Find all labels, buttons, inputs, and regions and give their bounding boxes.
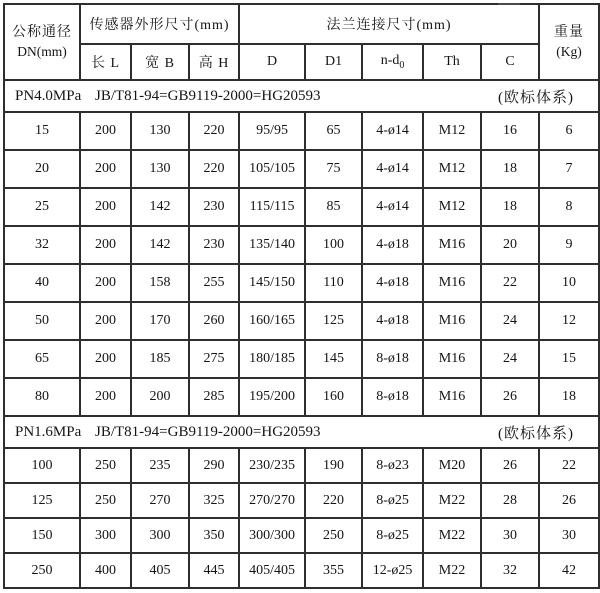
table-cell: 26 [481, 378, 539, 416]
table-row [4, 553, 599, 588]
table-cell: 30 [539, 518, 599, 553]
table-cell: 8-ø25 [362, 518, 423, 553]
section-header-row [4, 80, 599, 112]
pressure-rating-label: PN4.0MPa [15, 87, 82, 104]
table-cell: 22 [539, 448, 599, 483]
standard-reference-label: JB/T81-94=GB9119-2000=HG20593 [95, 87, 321, 104]
table-cell: 32 [481, 553, 539, 588]
table-cell: M20 [423, 448, 481, 483]
column-header-length: 长 L [80, 44, 131, 80]
table-cell: 200 [80, 188, 131, 226]
table-cell: 75 [305, 150, 362, 188]
table-row [4, 378, 599, 416]
table-cell: 24 [481, 340, 539, 378]
table-cell: 65 [4, 340, 80, 378]
column-header-dn [4, 4, 80, 80]
table-cell: M12 [423, 188, 481, 226]
table-cell: 40 [4, 264, 80, 302]
table-cell: 18 [481, 188, 539, 226]
column-header-d1: D1 [305, 44, 362, 80]
table-cell: 350 [189, 518, 239, 553]
cropped-text-artifact [498, 3, 520, 5]
table-cell: 185 [131, 340, 189, 378]
table-cell: 4-ø18 [362, 226, 423, 264]
table-cell: 190 [305, 448, 362, 483]
table-cell: 125 [4, 483, 80, 518]
table-cell: 85 [305, 188, 362, 226]
table-cell: 158 [131, 264, 189, 302]
column-header-th: Th [423, 44, 481, 80]
table-cell: M16 [423, 340, 481, 378]
table-cell: 80 [4, 378, 80, 416]
weight-unit: (Kg) [556, 44, 582, 59]
table-cell: 325 [189, 483, 239, 518]
table-cell: 28 [481, 483, 539, 518]
table-cell: 285 [189, 378, 239, 416]
table-cell: 150 [4, 518, 80, 553]
table-cell: M16 [423, 378, 481, 416]
table-cell: 100 [305, 226, 362, 264]
table-cell: 200 [80, 226, 131, 264]
table-row [4, 264, 599, 302]
table-row [4, 518, 599, 553]
table-cell: 26 [481, 448, 539, 483]
table-cell: M22 [423, 518, 481, 553]
table-cell: 4-ø14 [362, 188, 423, 226]
table-cell: 20 [481, 226, 539, 264]
table-cell: 200 [80, 378, 131, 416]
table-cell: 15 [4, 112, 80, 150]
table-cell: 200 [80, 340, 131, 378]
section-header-row [4, 416, 599, 448]
table-cell: 12 [539, 302, 599, 340]
table-cell: 300 [131, 518, 189, 553]
table-cell: 24 [481, 302, 539, 340]
table-cell: 142 [131, 226, 189, 264]
column-header-height: 高 H [189, 44, 239, 80]
table-cell: M22 [423, 553, 481, 588]
table-cell: 4-ø14 [362, 150, 423, 188]
table-row [4, 448, 599, 483]
table-row [4, 340, 599, 378]
weight-title: 重量 [554, 25, 585, 40]
table-cell: M16 [423, 264, 481, 302]
table-cell: 250 [80, 448, 131, 483]
table-cell: 200 [80, 264, 131, 302]
table-cell: 230 [189, 188, 239, 226]
table-row [4, 150, 599, 188]
table-cell: 15 [539, 340, 599, 378]
table-cell: 115/115 [239, 188, 305, 226]
table-cell: 130 [131, 112, 189, 150]
table-cell: 105/105 [239, 150, 305, 188]
table-cell: 290 [189, 448, 239, 483]
table-cell: 12-ø25 [362, 553, 423, 588]
table-cell: 25 [4, 188, 80, 226]
table-cell: 260 [189, 302, 239, 340]
column-header-nd0: $n-d_0$ [362, 44, 423, 80]
table-cell: 220 [305, 483, 362, 518]
table-cell: 50 [4, 302, 80, 340]
table-cell: 142 [131, 188, 189, 226]
table-cell: 18 [539, 378, 599, 416]
table-cell: 270 [131, 483, 189, 518]
table-row [4, 112, 599, 150]
standard-system-note: (欧标体系) [498, 425, 575, 442]
table-cell: 300 [80, 518, 131, 553]
table-cell: 255 [189, 264, 239, 302]
table-cell: 30 [481, 518, 539, 553]
table-cell: 16 [481, 112, 539, 150]
table-row [4, 302, 599, 340]
table-cell: 18 [481, 150, 539, 188]
table-cell: 300/300 [239, 518, 305, 553]
table-row [4, 226, 599, 264]
table-cell: M12 [423, 150, 481, 188]
table-cell: 42 [539, 553, 599, 588]
table-cell: 7 [539, 150, 599, 188]
table-cell: 145 [305, 340, 362, 378]
dn-title: 公称通径 [12, 25, 72, 40]
table-cell: 32 [4, 226, 80, 264]
table-cell: 4-ø18 [362, 264, 423, 302]
table-cell: 145/150 [239, 264, 305, 302]
table-cell: 200 [80, 112, 131, 150]
table-cell: 220 [189, 112, 239, 150]
table-cell: 8-ø18 [362, 378, 423, 416]
table-cell: 8 [539, 188, 599, 226]
table-cell: 400 [80, 553, 131, 588]
table-cell: 6 [539, 112, 599, 150]
table-cell: 230 [189, 226, 239, 264]
table-cell: 200 [80, 150, 131, 188]
column-header-width: 宽 B [131, 44, 189, 80]
table-cell: M16 [423, 302, 481, 340]
table-header [4, 4, 599, 80]
table-cell: 135/140 [239, 226, 305, 264]
table-cell: 235 [131, 448, 189, 483]
standard-reference-label: JB/T81-94=GB9119-2000=HG20593 [95, 423, 321, 440]
table-cell: 22 [481, 264, 539, 302]
table-cell: 8-ø25 [362, 483, 423, 518]
table-cell: 220 [189, 150, 239, 188]
table-cell: 10 [539, 264, 599, 302]
table-cell: 170 [131, 302, 189, 340]
table-cell: 9 [539, 226, 599, 264]
table-cell: 125 [305, 302, 362, 340]
table-cell: 65 [305, 112, 362, 150]
table-cell: M22 [423, 483, 481, 518]
table-cell: 130 [131, 150, 189, 188]
table-cell: 8-ø23 [362, 448, 423, 483]
standard-system-note: (欧标体系) [498, 89, 575, 106]
group-header-sensor-dimensions: 传感器外形尺寸(mm) [80, 4, 239, 44]
table-cell: 20 [4, 150, 80, 188]
table-cell: 250 [80, 483, 131, 518]
table-row [4, 188, 599, 226]
table-cell: 230/235 [239, 448, 305, 483]
table-cell: 100 [4, 448, 80, 483]
table-cell: M16 [423, 226, 481, 264]
group-header-flange-dimensions: 法兰连接尺寸(mm) [239, 4, 539, 44]
dn-unit: DN(mm) [17, 44, 67, 59]
table-cell: 95/95 [239, 112, 305, 150]
table-cell: 195/200 [239, 378, 305, 416]
table-cell: 4-ø14 [362, 112, 423, 150]
table-row [4, 483, 599, 518]
flange-spec-table [3, 3, 600, 589]
pressure-rating-label: PN1.6MPa [15, 423, 82, 440]
table-cell: 200 [80, 302, 131, 340]
table-cell: 200 [131, 378, 189, 416]
table-cell: M12 [423, 112, 481, 150]
table-cell: 4-ø18 [362, 302, 423, 340]
table-cell: 270/270 [239, 483, 305, 518]
column-header-d: D [239, 44, 305, 80]
table-cell: 160/165 [239, 302, 305, 340]
table-cell: 180/185 [239, 340, 305, 378]
table-cell: 445 [189, 553, 239, 588]
table-body [4, 80, 599, 588]
column-header-weight [539, 4, 599, 80]
table-cell: 405 [131, 553, 189, 588]
table-cell: 26 [539, 483, 599, 518]
table-cell: 405/405 [239, 553, 305, 588]
table-cell: 355 [305, 553, 362, 588]
table-cell: 250 [305, 518, 362, 553]
table-cell: 160 [305, 378, 362, 416]
table-cell: 110 [305, 264, 362, 302]
table-cell: 250 [4, 553, 80, 588]
table-cell: 275 [189, 340, 239, 378]
table-cell: 8-ø18 [362, 340, 423, 378]
column-header-c: C [481, 44, 539, 80]
